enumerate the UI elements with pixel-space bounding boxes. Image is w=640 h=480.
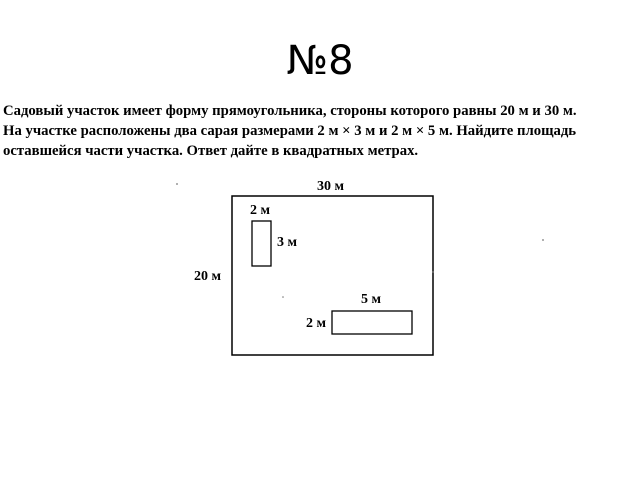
scan-speck <box>176 183 178 185</box>
scan-speck <box>282 296 284 298</box>
shed-2-width-label: 5 м <box>361 292 382 307</box>
scan-speck <box>542 239 544 241</box>
problem-line-3: оставшейся части участка. Ответ дайте в квадратных метрах. <box>3 143 419 159</box>
scan-speck <box>432 271 433 272</box>
shed-2-height-label: 2 м <box>306 316 327 331</box>
shed-1-rectangle <box>252 221 271 266</box>
shed-1-height-label: 3 м <box>277 235 298 250</box>
plot-width-label: 30 м <box>317 179 345 194</box>
shed-1-width-label: 2 м <box>250 203 271 218</box>
plot-height-label: 20 м <box>194 269 222 284</box>
problem-number-title: №8 <box>286 38 354 84</box>
shed-2-rectangle <box>332 311 412 334</box>
problem-line-2: На участке расположены два сарая размерами 2 м × 3 м и 2 м × 5 м. Найдите площадь <box>3 123 577 139</box>
problem-line-1: Садовый участок имеет форму прямоугольника, стороны которого равны 20 м и 30 м. <box>3 103 577 119</box>
